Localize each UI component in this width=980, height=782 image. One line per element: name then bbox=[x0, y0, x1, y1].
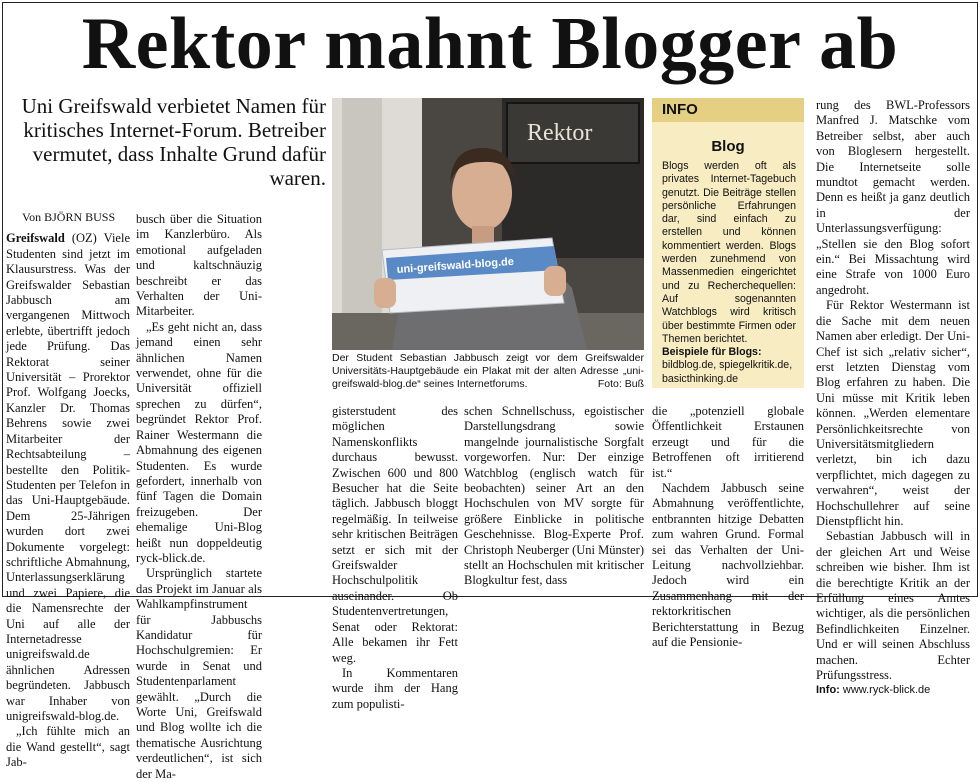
column-2-paragraph-2: „Es geht nicht an, dass jemand einen sehr ähnlichen Namen verwendet, ohne für die Universität offiziell sprechen zu dürfen“, begründet Rektor Prof. Rainer Westermann die Abmahnung des eigenen Studenten. Es wurde gefordert, innerhalb von fünf Tagen die Domain freizugeben. Der ehemalige Uni-Blog heißt nun doppeldeutig ryck-blick.de. bbox=[136, 319, 262, 565]
column-2 bbox=[136, 212, 262, 782]
article-photo bbox=[332, 98, 644, 350]
column-1-text-1: Viele Studenten sind jetzt im Klausurstress. Was der Greifswalder Sebastian Jabbusch am vergangenen Mittwoch erlebte, übertrifft jedoch jede Prüfung. Das Rektorat seiner Universität – Prorektor Prof. Wolfgang Joecks, Kanzler Dr. Thomas Behrens sowie zwei Mitarbeiter der Rechtsabteilung – bestellte den Politik-Studenten per Telefon in das Uni-Hauptgebäude. Dem 25-Jährigen wurden dort zwei Dokumente vorgelegt: schriftliche Abmahnung, Unterlassungserklärung und zwei Papiere, die die Namensrechte der Uni auf alle der Internetadresse unigreifswald.de ähnlichen Adressen begründeten. Jabbusch war Inhaber von unigreifswald-blog.de. bbox=[6, 231, 130, 723]
author-line: Von BJÖRN BUSS bbox=[22, 210, 116, 224]
column-1 bbox=[6, 210, 130, 771]
column-6-paragraph-2: Für Rektor Westermann ist die Sache mit dem neuen Namen aber erledigt. Der Uni-Chef ist sich „relativ sicher“, erst letzten Dienstag vom Blog erfahren zu haben. Die Uni müsse mit Kritik leben können. „Werden elementare Persönlichkeitsrechte von Universitätsmitgliedern verletzt, bin ich dazu verpflichtet, mich dagegen zu verwahren“, weist der Hochschullehrer auf seine Dienstpflicht hin. bbox=[816, 298, 970, 528]
column-2-paragraph-3: Ursprünglich startete das Projekt im Januar als Wahlkampfinstrument für Jabbuschs Kandidatur für Hochschulgremien: Er wurde in Senat und Studentenparlament gewählt. „Durch die Worte Uni, Greifswald und Blog wollte ich die thematische Ausrichtung verdeutlichen“, ist sich der Ma- bbox=[136, 566, 262, 781]
info-body-text: Blogs werden oft als privates Internet-Tagebuch genutzt. Die Beiträge stellen persönliche Erfahrungen dar, sind einfach zu erstellen und können kommentiert werden. Blogs werden zunehmend von Massenmedien eingerichtet und zu Recherchequellen: Auf sogenannten Watchblogs wird kritisch über bestimmte Firmen oder Themen berichtet. bbox=[662, 160, 796, 345]
column-6-paragraph-3: Sebastian Jabbusch will in der gleichen Art und Weise schreiben wie bisher. Ihm ist die berechtigte Kritik an der Erfüllung eines Amtes wichtiger, als die persönlichen Befindlichkeiten Einzelner. Und er will seinen Abschluss machen. Echter Prüfungsstress. bbox=[816, 529, 970, 683]
info-tag-label: INFO bbox=[662, 101, 698, 118]
column-6 bbox=[816, 98, 970, 699]
column-1-paragraph-1 bbox=[6, 231, 130, 724]
footer-info bbox=[816, 683, 970, 698]
info-tag bbox=[652, 98, 804, 122]
column-2-paragraph-1: busch über die Situation im Kanzlerbüro. Als emotional aufgeladen und kaltschnäuzig beschreibt er das Verhalten der Uni-Mitarbeiter. bbox=[136, 212, 262, 319]
footer-info-label: Info: bbox=[816, 684, 840, 697]
dateline: Greifswald bbox=[6, 231, 65, 246]
column-4-paragraph-1: schen Schnellschuss, egoistischer Darstellungsdrang sowie mangelnde journalistische Sorgfalt vorgeworfen. Nur: Der einzige Watchblog (englisch watch für beobachten) seiner Art an den Hochschulen von MV sorgte für größere Einblicke in politische Geschehnisse. Blog-Experte Prof. Christoph Neuberger (Uni Münster) stellt an Hochschulen mit kritischer Blogkultur fest, dass bbox=[464, 404, 644, 588]
column-3 bbox=[332, 404, 458, 712]
photo-caption bbox=[332, 352, 644, 391]
info-examples: bildblog.de, spiegelkritik.de, basicthinking.de bbox=[662, 359, 793, 385]
column-3-paragraph-1: gisterstudent des möglichen Namenskonflikts durchaus bewusst. Zwischen 600 und 800 Besucher hat die Seite täglich. Jabbusch bloggt regelmäßig. In teilweise sehr kritischen Beiträgen setzt er sich mit der Greifswalder Hochschulpolitik auseinander. Ob Studentenvertretungen, Senat oder Rektorat: Alle bekamen ihr Fett weg. bbox=[332, 404, 458, 665]
info-title: Blog bbox=[711, 138, 745, 155]
photo-sign-text: Rektor bbox=[527, 120, 593, 146]
photo-credit: Foto: Buß bbox=[597, 378, 644, 390]
footer-info-url: www.ryck-blick.de bbox=[842, 684, 931, 697]
column-6-paragraph-1: rung des BWL-Professors Manfred J. Matschke vom Betreiber selbst, aber auch von Bloglesern hergestellt. Die Internetseite solle mundtot gemacht werden. Denn es heißt ja ganz deutlich in der Unterlassungsverfügung: „Stellen sie den Blog sofort ein.“ Bei Missachtung wird eine Strafe von 1000 Euro angedroht. bbox=[816, 98, 970, 297]
column-5-paragraph-2: Nachdem Jabbusch seine Abmahnung veröffentlichte, entbrannten hitzige Debatten zum wahren Grund. Formal sei das Verhalten der Uni-Leitung nachvollziehbar. Jedoch wird ein Zusammenhang mit der rektorkritischen Berichterstattung in Bezug auf die Pensionie- bbox=[652, 481, 804, 650]
column-5 bbox=[652, 404, 804, 651]
column-1-paragraph-2: „Ich fühlte mich an die Wand gestellt“, sagt Jab- bbox=[6, 724, 130, 770]
info-examples-label: Beispiele für Blogs: bbox=[662, 346, 762, 359]
column-3-paragraph-2: In Kommentaren wurde ihm der Hang zum populisti- bbox=[332, 665, 458, 711]
subheadline: Uni Greifswald verbietet Namen für kritisches Internet-Forum. Betreiber vermutet, dass Inhalte Grund dafür waren. bbox=[21, 94, 326, 190]
photo-poster-text: uni-greifswald-blog.de bbox=[396, 255, 515, 276]
info-body bbox=[662, 160, 796, 386]
column-5-paragraph-1: die „potenziell globale Öffentlichkeit Erstaunen erzeugt und für die Betroffenen oft irritierend ist.“ bbox=[652, 404, 804, 480]
column-4 bbox=[464, 404, 644, 589]
agency: (OZ) bbox=[64, 231, 104, 246]
caption-text: Der Student Sebastian Jabbusch zeigt vor dem Greifswalder Universitäts-Hauptgebäude ein Plakat mit der alten Adresse „uni-greifswald-blog.de“ seines Internetforums. bbox=[332, 352, 644, 390]
photo-illustration bbox=[332, 98, 644, 350]
headline: Rektor mahnt Blogger ab bbox=[81, 3, 899, 85]
info-box bbox=[652, 98, 804, 388]
